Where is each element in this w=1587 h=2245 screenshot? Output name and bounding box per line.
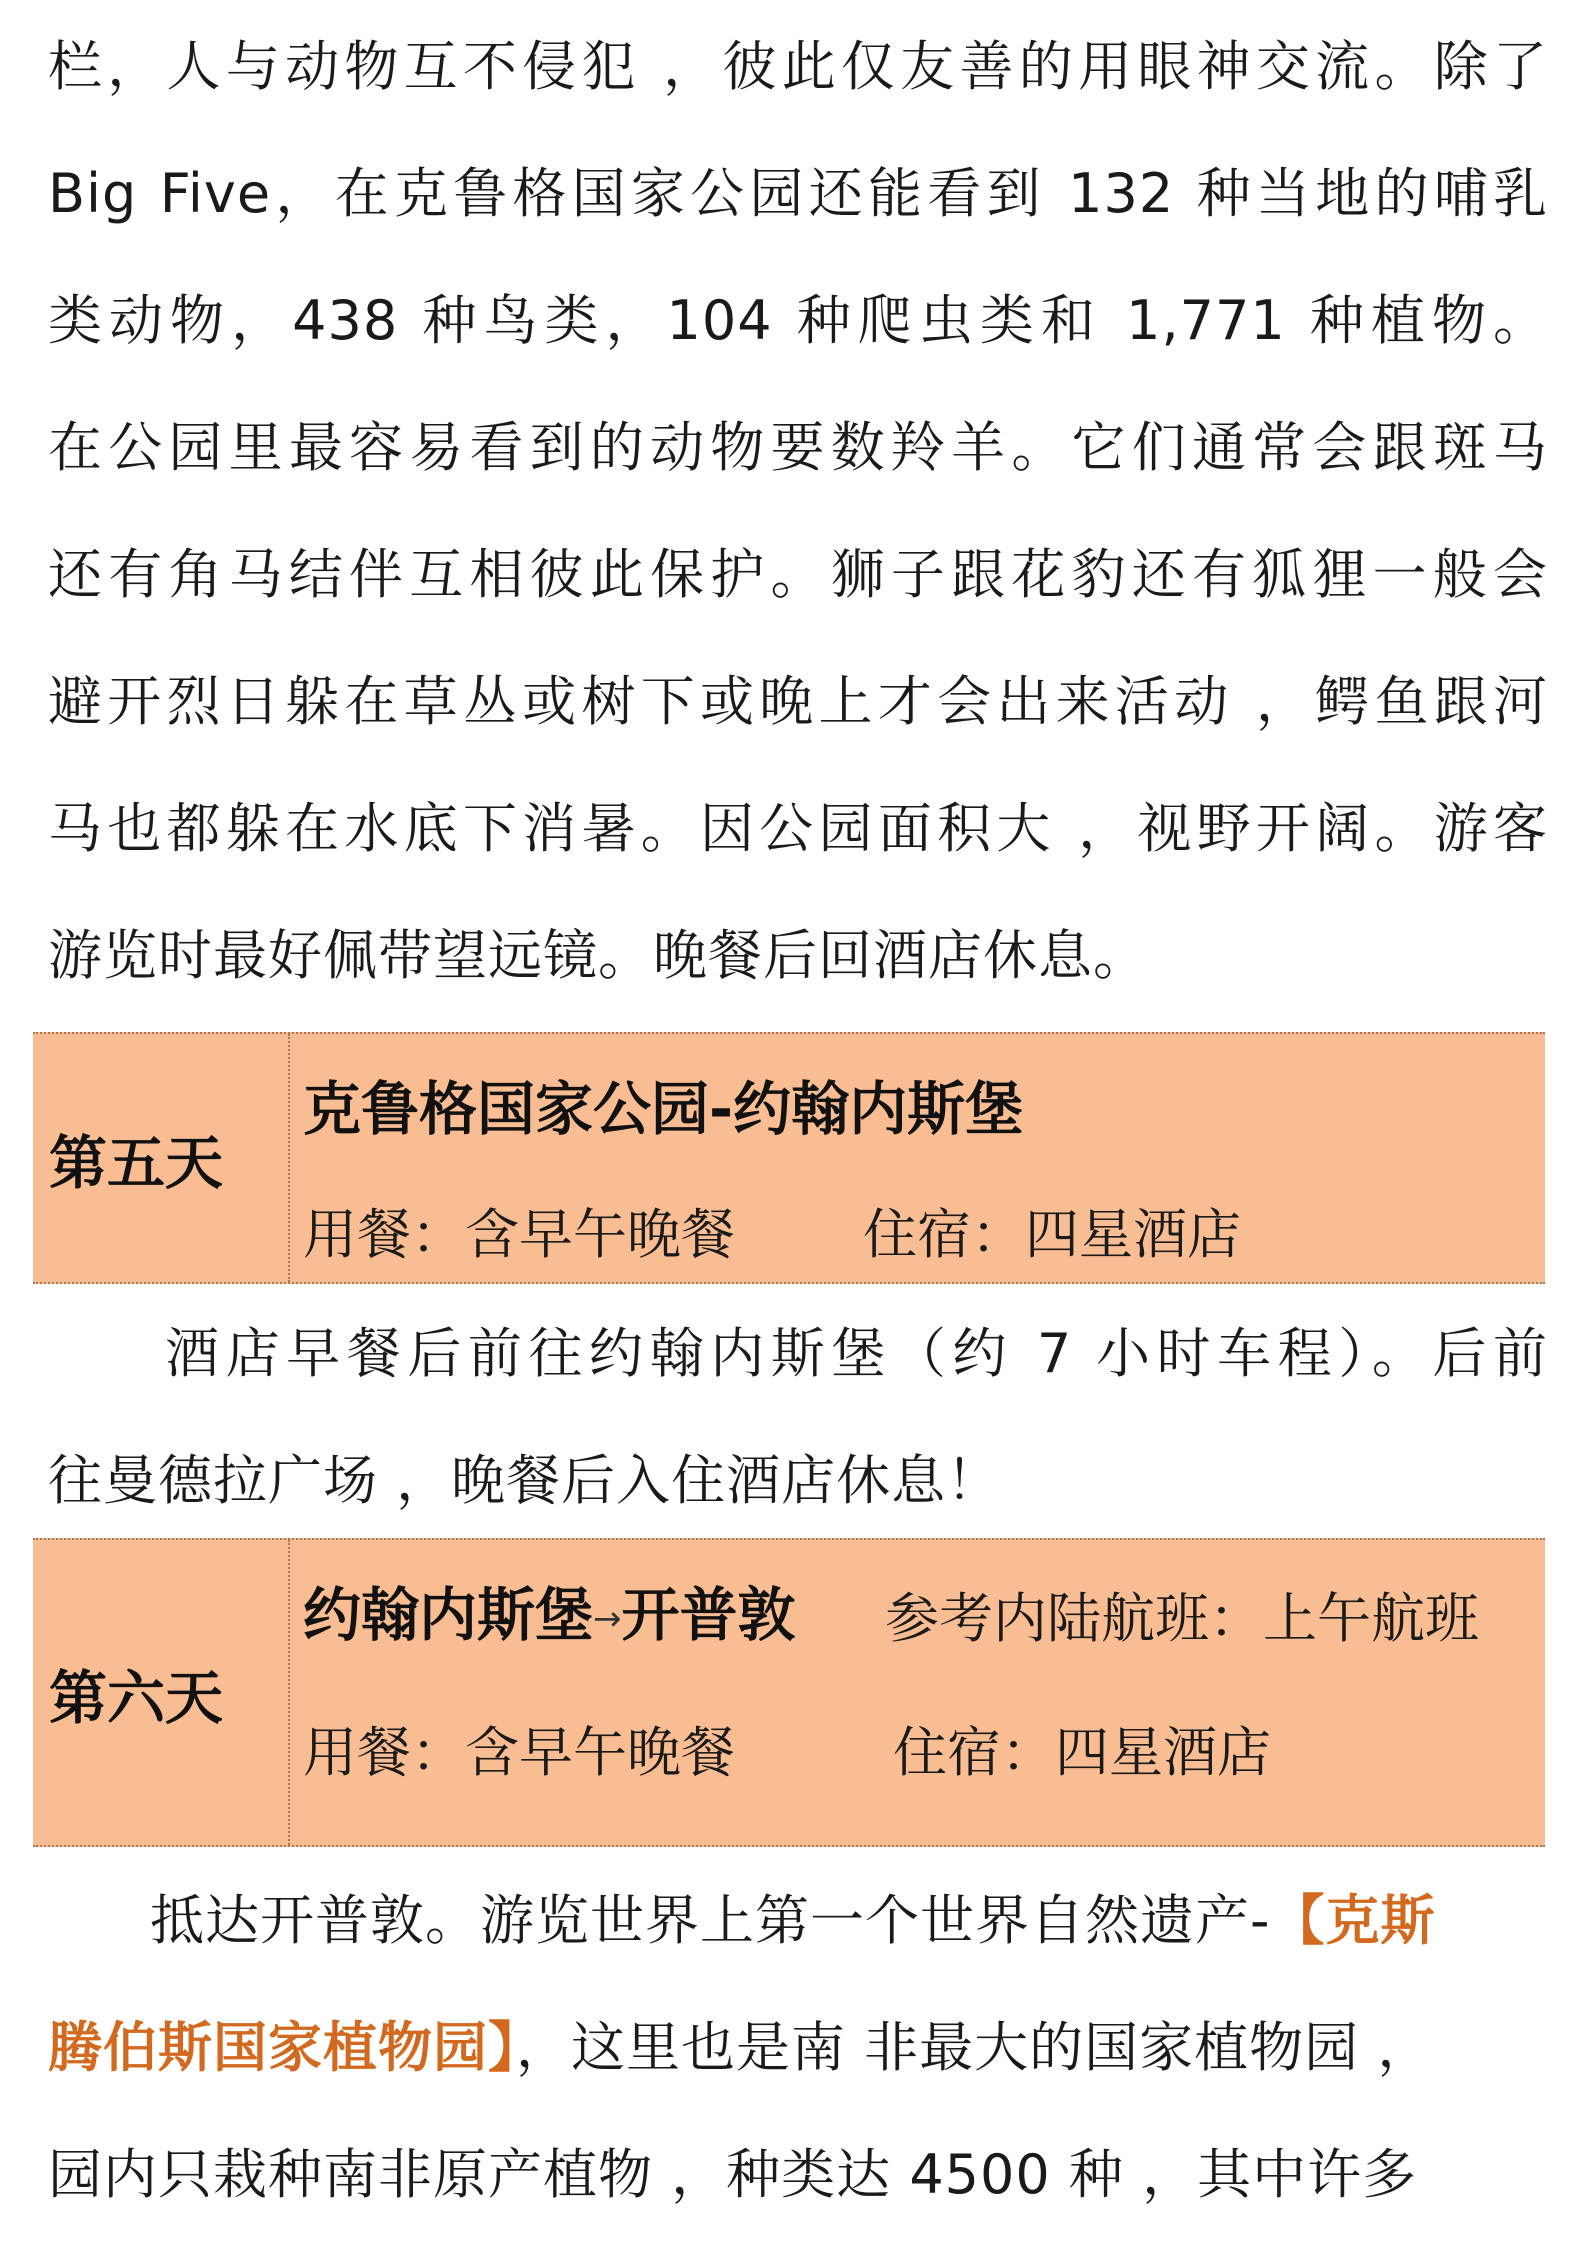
- day6-header-box: [33, 1538, 1545, 1847]
- day5-hotel: 住宿：四星酒店: [863, 1203, 1241, 1266]
- day6-hotel: 住宿：四星酒店: [893, 1721, 1271, 1784]
- day5-label: 第五天: [49, 1129, 224, 1197]
- day5-line: [48, 1290, 1548, 1417]
- day6-meals: 用餐：含早午晚餐: [303, 1721, 735, 1784]
- day6-paragraph: [48, 1857, 1548, 2238]
- day6-line2-text: ，这里也是南 非最大的国家植物园 ，: [516, 2016, 1433, 2079]
- day5-route: 克鲁格国家公园-约翰内斯堡: [303, 1075, 1024, 1143]
- intro-line: 还有角马结伴互相彼此保护。狮子跟花豹还有狐狸一般会: [48, 543, 1548, 606]
- day5-meals: 用餐：含早午晚餐: [303, 1203, 735, 1266]
- intro-line: 马也都躲在水底下消暑。因公园面积大 ，视野开阔。游客: [48, 797, 1548, 860]
- intro-paragraph: [48, 3, 1548, 1019]
- day6-highlight-end: 腾伯斯国家植物园】: [48, 2016, 516, 2079]
- intro-line: 游览时最好佩带望远镜。晚餐后回酒店休息。: [48, 924, 1148, 987]
- day6-content: [303, 1540, 1545, 1845]
- intro-line: 避开烈日躲在草丛或树下或晚上才会出来活动 ，鳄鱼跟河: [48, 670, 1548, 733]
- intro-line: 栏，人与动物互不侵犯 ，彼此仅友善的用眼神交流。除了: [48, 35, 1548, 98]
- day6-line: [48, 1857, 1548, 1984]
- day6-highlight-start: 【克斯: [1270, 1889, 1436, 1952]
- day6-line: [48, 1984, 1548, 2111]
- intro-line: 类动物，438 种鸟类，104 种爬虫类和 1,771 种植物。: [48, 289, 1548, 352]
- day6-divider: [288, 1540, 290, 1845]
- arrow-right-icon: →: [593, 1598, 622, 1639]
- day6-route: [303, 1568, 796, 1652]
- day6-route-from: 约翰内斯堡: [303, 1581, 594, 1649]
- intro-line: Big Five，在克鲁格国家公园还能看到 132 种当地的哺乳: [48, 162, 1548, 225]
- day5-content: [303, 1034, 1545, 1282]
- day5-paragraph: [48, 1290, 1548, 1544]
- day6-route-to: 开普敦: [621, 1581, 796, 1649]
- day6-line1-text: 抵达开普敦。游览世界上第一个世界自然遗产-: [150, 1889, 1271, 1952]
- day6-line: 园内只栽种南非原产植物 ，种类达 4500 种 ，其中许多: [48, 2143, 1418, 2206]
- day5-line: 往曼德拉广场 ，晚餐后入住酒店休息！: [48, 1449, 1002, 1512]
- day5-line-text: 酒店早餐后前往约翰内斯堡（约 7 小时车程）。后前: [165, 1322, 1548, 1385]
- day5-divider: [288, 1034, 290, 1282]
- intro-line: 在公园里最容易看到的动物要数羚羊。它们通常会跟斑马: [48, 416, 1548, 479]
- day6-flight: 参考内陆航班：上午航班: [885, 1587, 1479, 1650]
- day6-label: 第六天: [49, 1663, 224, 1732]
- day5-header-box: [33, 1032, 1545, 1284]
